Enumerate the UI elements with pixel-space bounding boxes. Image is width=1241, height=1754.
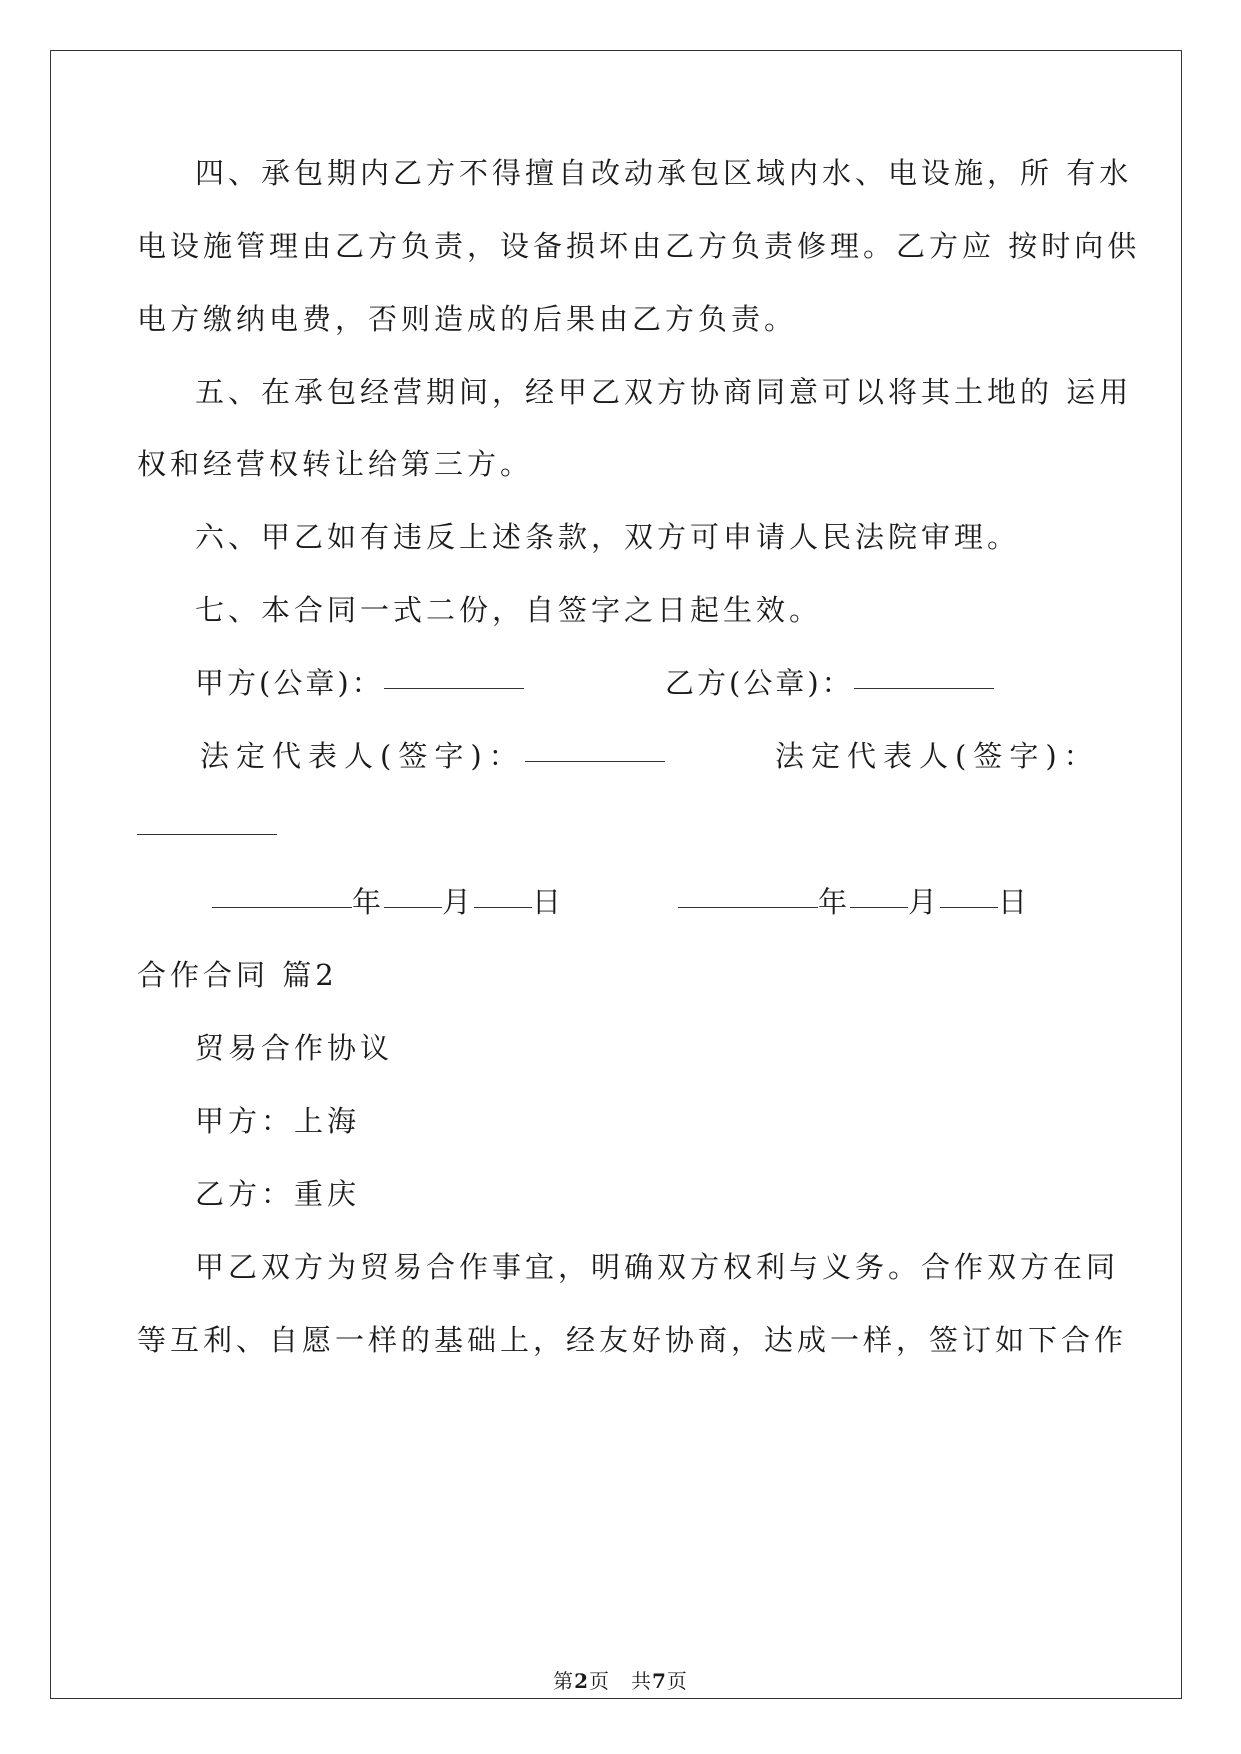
paragraph-6: 六、甲乙如有违反上述条款，双方可申请人民法院审理。 (195, 520, 1021, 554)
paragraph-5-line-1: 五、在承包经营期间，经甲乙双方协商同意可以将其土地的 运用 (195, 375, 1133, 409)
paragraph-4-line-2: 电设施管理由乙方负责，设备损坏由乙方负责修理。乙方应 按时向供 (137, 229, 1141, 263)
party-a-year-blank (212, 907, 352, 908)
party-a-rep-label: 法定代表人(签字)： (200, 739, 525, 773)
party-a-date-line (212, 882, 564, 922)
footer-page-number: 2 (574, 1669, 589, 1693)
party-a-day-blank (474, 907, 532, 908)
party-b-rep-blank (137, 834, 277, 835)
party-b-rep-blank-line (137, 809, 277, 849)
section-2-heading: 合作合同 篇2 (137, 958, 338, 992)
party-b-date-line (678, 882, 1030, 922)
footer-mid: 页 共 (589, 1669, 652, 1693)
party-b-month-blank (850, 907, 908, 908)
party-b-day-label: 日 (998, 885, 1031, 919)
party-b-year-label: 年 (818, 885, 851, 919)
party-a-seal-line (195, 663, 524, 703)
party-b-rep-line (775, 736, 1100, 776)
footer-suffix: 页 (666, 1669, 688, 1693)
footer-prefix: 第 (553, 1669, 575, 1693)
party-a-seal-blank (384, 688, 524, 689)
party-a-year-label: 年 (352, 885, 385, 919)
party-b-seal-line (665, 663, 994, 703)
page-footer (0, 1665, 1241, 1694)
party-a-rep-blank (525, 761, 665, 762)
section-2-party-b: 乙方：重庆 (195, 1177, 361, 1211)
party-a-seal-label: 甲方(公章)： (195, 666, 384, 700)
section-2-title: 贸易合作协议 (195, 1031, 394, 1065)
party-b-seal-blank (854, 688, 994, 689)
section-2-body-line-2: 等互利、自愿一样的基础上，经友好协商，达成一样，签订如下合作 (137, 1323, 1128, 1357)
party-b-rep-label: 法定代表人(签字)： (775, 739, 1100, 773)
paragraph-7: 七、本合同一式二份，自签字之日起生效。 (195, 593, 823, 627)
party-a-rep-line (200, 736, 665, 776)
party-a-day-label: 日 (532, 885, 565, 919)
paragraph-4-line-3: 电方缴纳电费，否则造成的后果由乙方负责。 (137, 302, 798, 336)
party-b-seal-label: 乙方(公章)： (665, 666, 854, 700)
party-b-year-blank (678, 907, 818, 908)
page-border (50, 50, 1182, 1699)
party-a-month-blank (384, 907, 442, 908)
party-b-month-label: 月 (908, 885, 941, 919)
paragraph-4-line-1: 四、承包期内乙方不得擅自改动承包区域内水、电设施，所 有水 (195, 156, 1133, 190)
section-2-party-a: 甲方：上海 (195, 1104, 361, 1138)
party-a-month-label: 月 (442, 885, 475, 919)
paragraph-5-line-2: 权和经营权转让给第三方。 (137, 447, 534, 481)
footer-total-pages: 7 (652, 1669, 667, 1693)
section-2-body-line-1: 甲乙双方为贸易合作事宜，明确双方权利与义务。合作双方在同 (195, 1250, 1120, 1284)
party-b-day-blank (940, 907, 998, 908)
